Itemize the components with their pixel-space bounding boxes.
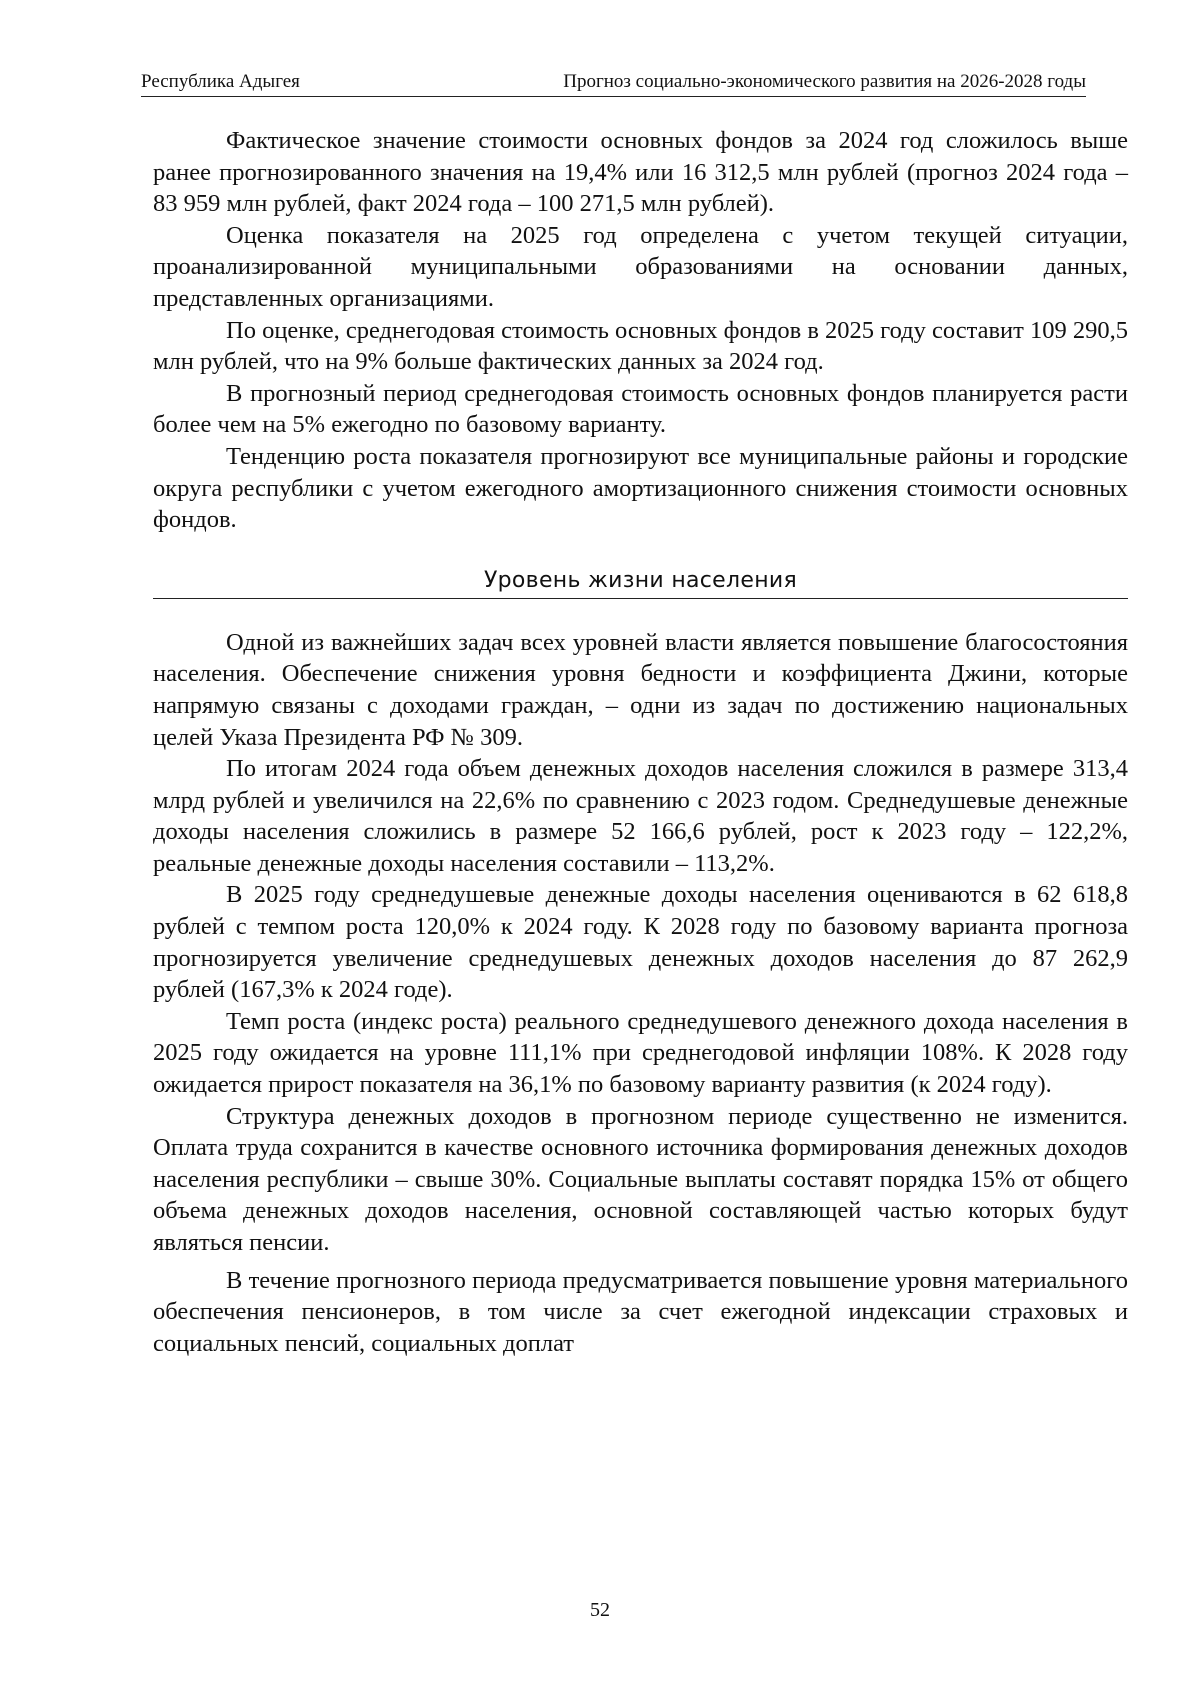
running-header	[141, 70, 1086, 97]
section-heading: Уровень жизни населения	[153, 566, 1128, 599]
paragraph: В прогнозный период среднегодовая стоимость основных фондов планируется расти более чем на 5% ежегодно по базовому варианту.	[153, 379, 1128, 439]
page-number: 52	[590, 1599, 610, 1621]
header-document-title: Прогноз социально-экономического развития на 2026-2028 годы	[563, 71, 1086, 92]
body-text-section-1	[153, 125, 1128, 536]
paragraph: Фактическое значение стоимости основных фондов за 2024 год сложилось выше ранее прогнозированного значения на 19,4% или 16 312,5 млн рублей (прогноз 2024 года – 83 959 млн рублей, факт 2024 года – 100 271,5 млн рублей).	[153, 127, 1128, 218]
paragraph: В течение прогнозного периода предусматривается повышение уровня материального обеспечения пенсионеров, в том числе за счет ежегодной индексации страховых и социальных пенсий, социальных доплат	[153, 1266, 1128, 1357]
document-page	[141, 70, 1128, 1359]
header-region: Республика Адыгея	[141, 71, 300, 92]
paragraph: Темп роста (индекс роста) реального среднедушевого денежного дохода населения в 2025 году ожидается на уровне 111,1% при среднегодовой инфляции 108%. К 2028 году ожидается прирост показателя на 36,1% по базовому варианту развития (к 2024 году).	[153, 1007, 1128, 1099]
paragraph: Тенденцию роста показателя прогнозируют все муниципальные районы и городские округа республики с учетом ежегодного амортизационного снижения стоимости основных фондов.	[153, 442, 1128, 534]
paragraph: Одной из важнейших задач всех уровней власти является повышение благосостояния населения. Обеспечение снижения уровня бедности и коэффициента Джини, которые напрямую связаны с доходами граждан, – одни из задач по достижению национальных целей Указа Президента РФ № 309.	[153, 628, 1128, 751]
body-text-section-2	[153, 627, 1128, 1360]
paragraph: По итогам 2024 года объем денежных доходов населения сложился в размере 313,4 млрд рублей и увеличился на 22,6% по сравнению с 2023 годом. Среднедушевые денежные доходы населения сложились в размере 52 166,6 рублей, рост к 2023 году – 122,2%, реальные денежные доходы населения составили – 113,2%.	[153, 755, 1128, 877]
paragraph: Оценка показателя на 2025 год определена с учетом текущей ситуации, проанализированной муниципальными образованиями на основании данных, представленных организациями.	[153, 221, 1128, 312]
paragraph: В 2025 году среднедушевые денежные доходы населения оцениваются в 62 618,8 рублей с темпом роста 120,0% к 2024 году. К 2028 году по базовому варианта прогноза прогнозируется увеличение среднедушевых денежных доходов населения до 87 262,9 рублей (167,3% к 2024 годе).	[153, 881, 1128, 1004]
paragraph: Структура денежных доходов в прогнозном периоде существенно не изменится. Оплата труда сохранится в качестве основного источника формирования денежных доходов населения республики – свыше 30%. Социальные выплаты составят порядка 15% от общего объема денежных доходов населения, основной составляющей частью которых будут являться пенсии.	[153, 1102, 1128, 1256]
paragraph: По оценке, среднегодовая стоимость основных фондов в 2025 году составит 109 290,5 млн рублей, что на 9% больше фактических данных за 2024 год.	[153, 316, 1128, 376]
